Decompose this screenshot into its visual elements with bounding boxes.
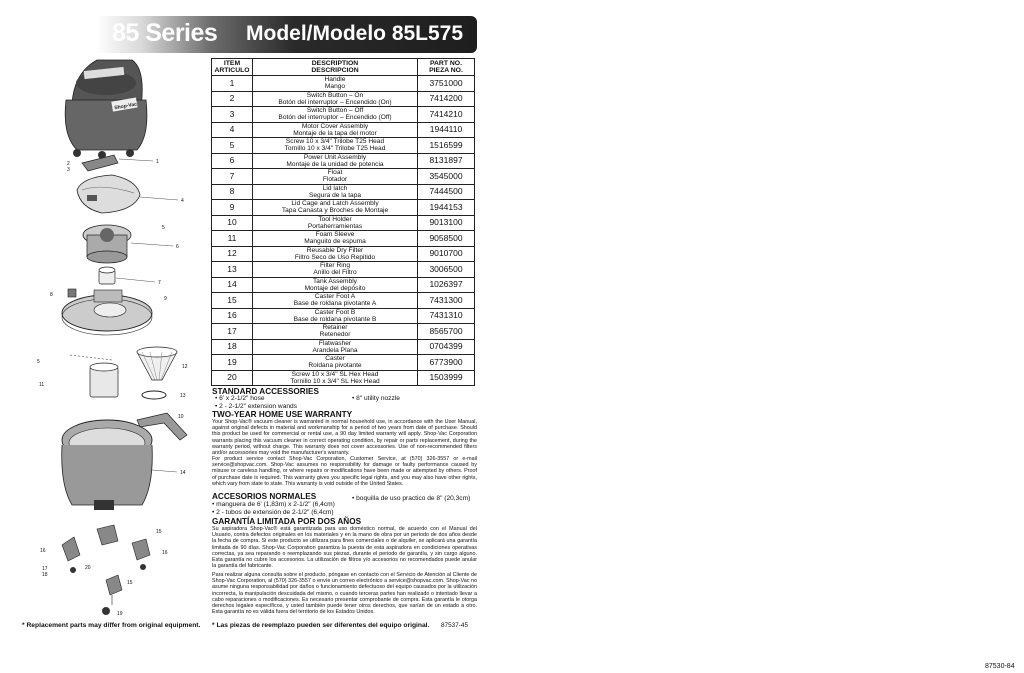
item-number: 6: [212, 153, 253, 169]
description-es: Mango: [324, 83, 346, 91]
description-es: Roldana pivotante: [308, 362, 362, 370]
item-number: 3: [212, 107, 253, 123]
parts-row: [212, 262, 475, 278]
callout-6: 6: [176, 244, 179, 250]
description-en: Flatwasher: [318, 339, 352, 347]
warranty-es-paragraph-1: Su aspiradora Shop-Vac® está garantizada para uso doméstico normal, de acuerdo con el Manual del Usuario, contra defectos originales en los materiales y en la mano de obra por un periodo de dos años desde la fecha de compra. Si este producto se utilizara para fines comerciales o de alquiler, se aplicará una garantía limitada de 90 días. Shop-Vac Corporation garantiza la puesta de esta aspiradora en condiciones operativas correctas, ya sea reparando o reemplazando sus piezas, durante el periodo de garantía, y sin cargo alguno. Esta garantía no cubre los accesorios. La utilización de filtros y/o accesorios no recomendados puede anular la garantía del fabricante.: [212, 526, 477, 570]
description-es: Base de roldana pivotante A: [293, 300, 377, 308]
item-description: [253, 184, 418, 200]
part-number: 6773900: [418, 355, 475, 371]
description-en: Switch Button – Off: [306, 107, 364, 115]
description-es: Retenedor: [319, 331, 351, 339]
parts-row: [212, 107, 475, 123]
part-number: 7431310: [418, 308, 475, 324]
item-description: [253, 293, 418, 309]
callout-11: 11: [39, 382, 45, 388]
description-en: Caster: [325, 355, 345, 363]
callout-19: 19: [117, 611, 123, 617]
accessory-en-item: • 6' x 2-1/2" hose: [215, 395, 265, 402]
description-es: Botón del interruptor – Encendido (On): [278, 98, 392, 106]
callout-16b: 16: [162, 550, 168, 556]
accessory-es-item: • 2 - tubos de extensión de 2-1/2" (6,4cm): [212, 509, 334, 516]
parts-row: [212, 91, 475, 107]
item-number: 8: [212, 184, 253, 200]
description-es: Filtro Seco de Uso Repitido: [294, 253, 376, 261]
part-number: 1503999: [418, 370, 475, 386]
parts-row: [212, 138, 475, 154]
part-number: 9058500: [418, 231, 475, 247]
part-number: 8131897: [418, 153, 475, 169]
description-en: Switch Button – On: [306, 91, 364, 99]
description-es: Montaje del depósito: [304, 284, 366, 292]
callout-15b: 15: [127, 580, 133, 586]
callout-7: 7: [158, 280, 161, 286]
description-en: Foam Sleeve: [315, 231, 355, 239]
item-number: 17: [212, 324, 253, 340]
part-number: 3006500: [418, 262, 475, 278]
parts-row: [212, 169, 475, 185]
item-number: 10: [212, 215, 253, 231]
description-en: Power Unit Assembly: [303, 153, 367, 161]
description-en: Float: [327, 169, 343, 177]
item-description: [253, 339, 418, 355]
callout-5: 5: [162, 225, 165, 231]
header-band: [96, 16, 477, 53]
callout-18: 18: [42, 572, 48, 578]
callout-14: 14: [180, 470, 186, 476]
parts-row: [212, 200, 475, 216]
part-number: 1026397: [418, 277, 475, 293]
callout-16: 16: [40, 548, 46, 554]
item-description: [253, 324, 418, 340]
parts-row: [212, 370, 475, 386]
model-title: Model/Modelo 85L575: [246, 22, 464, 45]
item-number: 11: [212, 231, 253, 247]
part-number: 7431300: [418, 293, 475, 309]
description-es: Portaherramientas: [307, 222, 363, 230]
accessory-en-item: • 2 - 2-1/2" extension wands: [215, 403, 297, 410]
document-code: 87537-45: [441, 622, 469, 629]
part-number: 1944153: [418, 200, 475, 216]
item-number: 2: [212, 91, 253, 107]
part-number: 1944110: [418, 122, 475, 138]
callout-15: 15: [156, 529, 162, 535]
parts-row: [212, 339, 475, 355]
item-description: [253, 169, 418, 185]
col-item-header: ITEM ARTICULO: [212, 59, 253, 76]
part-number: 1516599: [418, 138, 475, 154]
parts-row: [212, 277, 475, 293]
parts-row: [212, 246, 475, 262]
accessory-en-item: • 8" utility nozzle: [352, 395, 400, 402]
item-description: [253, 107, 418, 123]
description-en: Motor Cover Assembly: [301, 122, 369, 130]
item-description: [253, 76, 418, 92]
item-description: [253, 153, 418, 169]
item-number: 4: [212, 122, 253, 138]
description-es: Tornillo 10 x 3/4" SL Hex Head: [290, 377, 380, 385]
diagram-brand-label: Shop-Vac: [113, 101, 138, 112]
item-number: 15: [212, 293, 253, 309]
item-number: 9: [212, 200, 253, 216]
description-en: Screw 10 x 3/4" SL Hex Head: [291, 370, 379, 378]
description-es: Botón del interruptor – Encendido (Off): [278, 114, 392, 122]
parts-table-header: [212, 59, 475, 76]
description-en: Lid latch: [322, 184, 348, 192]
item-description: [253, 308, 418, 324]
description-es: Flotador: [322, 176, 348, 184]
description-en: Screw 10 x 3/4" Trilobe T25 Head: [285, 138, 385, 146]
description-es: Tornillo 10 x 3/4" Trilobe T25 Head: [284, 145, 386, 153]
item-description: [253, 138, 418, 154]
item-number: 20: [212, 370, 253, 386]
item-number: 19: [212, 355, 253, 371]
warranty-en-title: TWO-YEAR HOME USE WARRANTY: [212, 410, 353, 419]
part-number: 3751000: [418, 76, 475, 92]
description-en: Lid Cage and Latch Assembly: [291, 200, 379, 208]
description-es: Manguito de espuma: [304, 238, 366, 246]
warranty-en-paragraph-1: Your Shop-Vac® vacuum cleaner is warranted in normal household use, in accordance with the User Manual, against original defects in material and workmanship for a period of two years from date of purchase. Should this product be used for commercial or rental use, a 90 day limited warranty will apply. Shop-Vac Corporation warrants placing this vacuum cleaner in correct operating condition, by repair or parts replacement, during the warranty period, without charge. This warranty does not cover accessories. Use of non-recommended filters and/or accessories may void the manufacturer's warranty.: [212, 419, 477, 457]
part-number: 0704399: [418, 339, 475, 355]
parts-row: [212, 231, 475, 247]
description-es: Anillo del Filtro: [313, 269, 357, 277]
accessory-es-item: • boquilla de uso practico de 8" (20,3cm): [352, 495, 471, 502]
accessories-en-title: STANDARD ACCESSORIES: [212, 387, 319, 396]
item-description: [253, 355, 418, 371]
accessory-es-item: • manguera de 6' (1,83m) x 2-1/2" (6,4cm): [212, 501, 335, 508]
callout-13: 13: [180, 393, 186, 399]
callout-5b: 5: [37, 359, 40, 365]
callout-12: 12: [182, 364, 188, 370]
parts-table: [211, 58, 475, 386]
col-description-header: DESCRIPTION DESCRIPCION: [253, 59, 418, 76]
warranty-es-paragraph-2: Para realizar alguna consulta sobre el producto, póngase en contacto con el Servicio de Atención al Cliente de Shop-Vac Corporation, al (570) 326-3557 o envíe un correo electrónico a service@shopvac.com. Shop-Vac no asume ninguna responsabilidad por daños o funcionamiento defectuoso del equipo causados por la utilización incorrecta, la manipulación descuidada del mismo, o cuando terceras partes han realizado o intentado llevar a cabo reparaciones o modificaciones. Es necesario presentar comprobante de compra. Esta garantía le otorga derechos legales específicos, y usted también puede tener otros derechos, que varían de un estado a otro. Esta garantía no es válida fuera del territorio de los Estados Unidos.: [212, 572, 477, 616]
item-description: [253, 262, 418, 278]
item-number: 12: [212, 246, 253, 262]
col-part-header: PART NO. PIEZA NO.: [418, 59, 475, 76]
description-en: Retainer: [322, 324, 348, 332]
item-description: [253, 215, 418, 231]
parts-row: [212, 184, 475, 200]
item-description: [253, 200, 418, 216]
accessories-es-title: ACCESORIOS NORMALES: [212, 492, 317, 501]
callout-4: 4: [181, 198, 184, 204]
callout-17: 17: [42, 566, 48, 572]
callout-3: 3: [67, 167, 70, 173]
description-en: Tool Holder: [318, 215, 352, 223]
description-en: Reusable Dry Filter: [306, 246, 364, 254]
parts-row: [212, 215, 475, 231]
part-number: 7414210: [418, 107, 475, 123]
description-en: Caster Foot A: [314, 293, 356, 301]
callout-20: 20: [85, 565, 91, 571]
item-description: [253, 370, 418, 386]
item-number: 1: [212, 76, 253, 92]
description-es: Segura de la tapa: [308, 191, 362, 199]
parts-row: [212, 153, 475, 169]
callout-10: 10: [178, 414, 184, 420]
warranty-es-title: GARANTÍA LIMITADA POR DOS AÑOS: [212, 517, 362, 526]
description-es: Montaje de la tapa del motor: [293, 129, 377, 137]
description-es: Arandela Plana: [312, 346, 358, 354]
description-en: Filter Ring: [319, 262, 351, 270]
description-es: Montaje de la unidad de potencia: [286, 160, 384, 168]
item-number: 7: [212, 169, 253, 185]
footnote-en: * Replacement parts may differ from original equipment.: [22, 622, 201, 629]
description-en: Tank Assembly: [313, 277, 357, 285]
part-number: 3545000: [418, 169, 475, 185]
description-es: Base de roldana pivotante B: [293, 315, 377, 323]
item-description: [253, 246, 418, 262]
footnote-es: * Las piezas de reemplazo pueden ser diferentes del equipo original.: [212, 622, 430, 629]
parts-row: [212, 308, 475, 324]
callout-9: 9: [164, 296, 167, 302]
part-number: 7414200: [418, 91, 475, 107]
parts-row: [212, 76, 475, 92]
page-code: 87530-84: [985, 663, 1015, 670]
part-number: 9010700: [418, 246, 475, 262]
part-number: 9013100: [418, 215, 475, 231]
item-number: 13: [212, 262, 253, 278]
parts-row: [212, 324, 475, 340]
exploded-parts-diagram: [22, 55, 207, 625]
callout-2: 2: [67, 161, 70, 167]
item-number: 5: [212, 138, 253, 154]
item-description: [253, 122, 418, 138]
description-en: Handle: [324, 76, 346, 84]
description-en: Caster Foot B: [314, 308, 356, 316]
callout-1: 1: [156, 159, 159, 165]
item-number: 14: [212, 277, 253, 293]
part-number: 7444500: [418, 184, 475, 200]
item-number: 16: [212, 308, 253, 324]
parts-row: [212, 293, 475, 309]
warranty-en-paragraph-2: For product service contact Shop-Vac Corporation, Customer Service, at (570) 326-3557 or e-mail service@shopvac.com. Shop-Vac assumes no responsibility for damage or faulty performance caused by misuse or careless handling, or where repairs or modifications have been made or attempted by others. Proof of purchase date is required. This warranty gives you specific legal rights, and you may also have other rights, which vary from state to state. This warranty is void outside of the United States.: [212, 456, 477, 487]
item-number: 18: [212, 339, 253, 355]
item-description: [253, 231, 418, 247]
parts-row: [212, 122, 475, 138]
series-title: 85 Series: [112, 19, 218, 47]
callout-8: 8: [50, 292, 53, 298]
description-es: Tapa Canasta y Broches de Montaje: [281, 207, 389, 215]
part-number: 8565700: [418, 324, 475, 340]
item-description: [253, 277, 418, 293]
item-description: [253, 91, 418, 107]
assembled-vacuum-illustration: [65, 60, 147, 159]
parts-row: [212, 355, 475, 371]
